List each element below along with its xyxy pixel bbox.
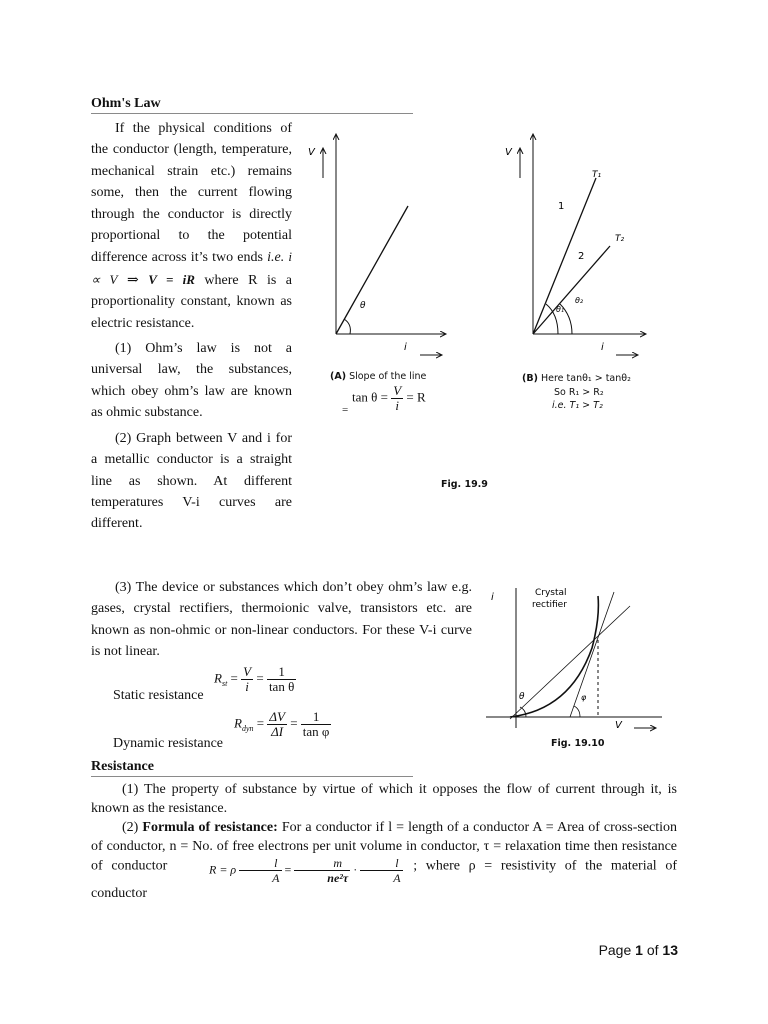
theta-label: θ xyxy=(360,301,366,311)
crystal-label: Crystal xyxy=(535,588,567,598)
t2-label: T₂ xyxy=(615,234,625,244)
theta-arc xyxy=(344,319,350,334)
fig-b-caption-text: Here tanθ₁ > tanθ₂ xyxy=(540,373,631,384)
ohm-intro-text: If the physical conditions of the conductor (length, temperature, mechanical strain etc.) remains some, then the current flowing through the conductor is directly proportional to the potential difference across it’s two ends xyxy=(91,121,292,266)
footer-page-number: 1 xyxy=(635,942,643,958)
rst-den: i xyxy=(245,679,249,694)
v-label: V xyxy=(615,720,622,731)
formula-l2: l xyxy=(360,856,402,871)
p2-after: ; where ρ = resistivity of the material of conductor xyxy=(91,858,678,901)
rst-den2: tan θ xyxy=(268,679,295,694)
rectifier-label: rectifier xyxy=(532,600,567,610)
formula-dot: · xyxy=(353,862,358,877)
chord-line xyxy=(510,606,630,719)
fig-a-formula-left: tan θ = xyxy=(352,389,388,405)
theta-label: θ xyxy=(519,692,525,702)
rdyn-symbol: R xyxy=(234,715,242,731)
line-2-label: 2 xyxy=(578,251,585,262)
ohm-point-2: (2) Graph between V and i for a metallic conductor is a straight line as shown. At different temperatures V-i curves are different. xyxy=(91,430,292,532)
i-label: i xyxy=(404,342,407,353)
p2-bold-label: Formula of resistance: xyxy=(142,820,278,835)
ohms-law-equation: V = iR xyxy=(148,271,195,287)
ohm-point-3 xyxy=(91,577,472,663)
formula-m: m xyxy=(294,856,350,871)
rst-num: V xyxy=(243,664,252,679)
fig-b-caption xyxy=(522,373,631,384)
resistance-paragraph-1 xyxy=(91,781,677,818)
fig-a-caption-text: Slope of the line xyxy=(349,371,427,382)
heading-rule xyxy=(91,113,413,114)
formula-eq: = xyxy=(284,862,292,877)
ohm-intro-tail: where R is a proportionality constant, known as electric resistance. xyxy=(91,272,293,331)
line-1-label: 1 xyxy=(558,201,565,212)
fig-a-formula-den: i xyxy=(395,398,399,413)
resistance-p1-text: (1) The property of substance by virtue of which it opposes the flow of current through it, is known as the resistance. xyxy=(91,782,677,816)
line-t2 xyxy=(533,246,610,334)
rdyn-den: ΔI xyxy=(271,724,284,739)
dynamic-resistance-label: Dynamic resistance xyxy=(113,736,224,751)
fig-19-9-b-graph xyxy=(500,128,660,363)
line-t1 xyxy=(533,178,596,334)
footer-of-word: of xyxy=(646,942,659,958)
i-label: i xyxy=(601,342,604,353)
fig-a-caption xyxy=(330,371,426,382)
fig-a-formula-num: V xyxy=(393,383,402,398)
p2-prefix: (2) xyxy=(122,820,139,835)
rdyn-den2: tan φ xyxy=(302,724,330,739)
fig-a-equals: = xyxy=(342,404,349,416)
i-label: i xyxy=(491,592,494,603)
static-resistance-formula: $R_{st}$ = $\frac{V}{i}$ = $\frac{1}{\text{tan θ}}$ xyxy=(214,664,295,694)
fig-19-10-label: Fig. 19.10 xyxy=(551,738,605,749)
resistance-formula xyxy=(178,856,403,885)
rst-num2: 1 xyxy=(267,665,296,680)
theta2-label: θ₂ xyxy=(575,296,584,305)
formula-ne: ne²τ xyxy=(327,871,349,885)
formula-a: A xyxy=(272,871,280,885)
rdyn-num2: 1 xyxy=(301,710,332,725)
tangent-line xyxy=(570,592,614,717)
ie-text: i.e. xyxy=(267,250,285,266)
theta1-label: θ₁ xyxy=(556,305,565,314)
fig-b-caption-bold: (B) xyxy=(522,373,538,384)
footer-total-pages: 13 xyxy=(662,942,678,958)
ohmic-line xyxy=(336,206,408,334)
rdyn-sub: dyn xyxy=(241,724,254,734)
t1-label: T₁ xyxy=(592,170,602,180)
p2-body: For a conductor if l = length of a conductor A = Area of cross-section of conductor, n = No. of free electrons per unit volume in conductor, τ = relaxation time then resistance of conductor xyxy=(91,820,678,874)
section-heading-resistance: Resistance xyxy=(91,759,154,774)
resistance-p2-text xyxy=(91,819,677,904)
proportional-relation: i ∝ V xyxy=(91,249,292,287)
heading-rule xyxy=(91,776,413,777)
section-heading-ohms-law: Ohm's Law xyxy=(91,96,161,111)
rst-symbol: R xyxy=(214,670,222,686)
fig-a-caption-bold: (A) xyxy=(330,371,347,382)
page-footer xyxy=(599,942,678,958)
fig-b-line2: So R₁ > R₂ xyxy=(554,387,604,398)
static-resistance-label: Static resistance xyxy=(113,688,204,703)
fig-a-formula xyxy=(352,384,426,413)
formula-a2: A xyxy=(393,871,401,885)
fig-a-formula-right: = R xyxy=(406,389,426,405)
formula-left: R = ρ xyxy=(208,862,237,877)
fig-19-10-graph xyxy=(480,578,670,738)
ohm-point-1: (1) Ohm’s law is not a universal law, the substances, which obey ohm’s law are known as ohmic substance. xyxy=(91,341,292,421)
rdyn-num: ΔV xyxy=(269,709,285,724)
dynamic-resistance-formula: $R_{dyn}$ = $\frac{\Delta V}{\Delta I}$ = $\frac{1}{\text{tan φ}}$ xyxy=(234,709,330,739)
phi-label: φ xyxy=(581,693,587,702)
fig-19-9-a-graph xyxy=(300,128,470,363)
resistance-paragraph-2 xyxy=(91,819,677,904)
fig-b-line3: i.e. T₁ > T₂ xyxy=(552,400,603,411)
ohm-point-3-text: (3) The device or substances which don’t obey ohm’s law e.g. gases, crystal rectifiers, thermoionic valve, transistors etc. are known as non-ohmic or non-linear conductors. For these V-i curve is not linear. xyxy=(91,580,472,660)
fig-19-9-label: Fig. 19.9 xyxy=(441,479,488,490)
implies-arrow: ⇒ xyxy=(127,272,139,288)
phi-arc xyxy=(574,706,580,717)
ohm-intro-paragraph xyxy=(91,118,292,334)
footer-page-word: Page xyxy=(598,942,632,958)
ohm-left-column xyxy=(91,118,292,535)
v-label: V xyxy=(505,147,512,158)
v-label: V xyxy=(308,147,315,158)
formula-l: l xyxy=(239,856,281,871)
rst-sub: st xyxy=(221,679,228,689)
